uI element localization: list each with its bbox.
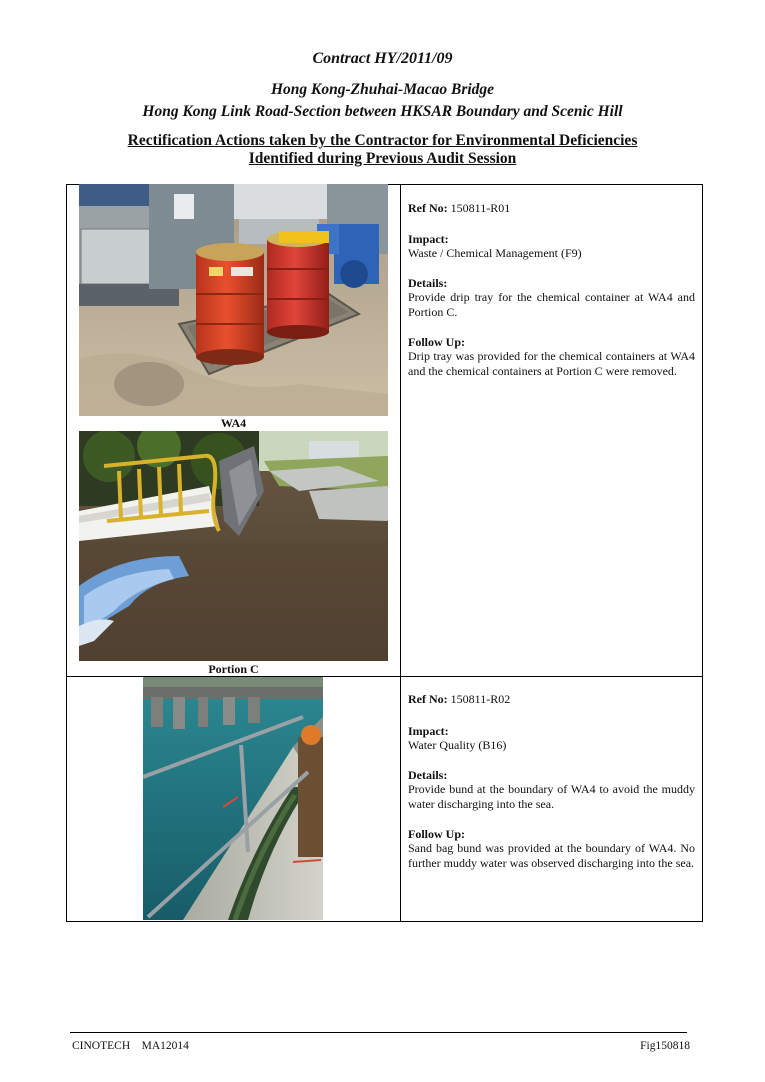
entry-2-text xyxy=(408,692,695,870)
table-column-divider xyxy=(400,184,401,921)
ref-label: Ref No: xyxy=(408,201,448,215)
document-title-line1: Rectification Actions taken by the Contractor for Environmental Deficiencies xyxy=(127,132,638,149)
project-title-line1: Hong Kong-Zhuhai-Macao Bridge xyxy=(270,81,495,98)
impact-value: Water Quality (B16) xyxy=(408,738,507,753)
followup-label: Follow Up: xyxy=(408,826,465,841)
project-title-line2: Hong Kong Link Road-Section between HKSAR Boundary and Scenic Hill xyxy=(142,103,623,120)
details-label: Details: xyxy=(408,275,448,290)
ref-line xyxy=(408,201,695,216)
followup-label: Follow Up: xyxy=(408,334,465,349)
site-ground-photo xyxy=(79,431,388,661)
contract-number: Contract HY/2011/09 xyxy=(312,50,453,67)
ref-number: 150811-R02 xyxy=(450,692,511,706)
ref-number: 150811-R01 xyxy=(450,201,511,215)
footer-document-ref: CINOTECH MA12014 xyxy=(72,1040,189,1052)
impact-label: Impact: xyxy=(408,231,449,246)
followup-value: Drip tray was provided for the chemical containers at WA4 and the chemical containers at Portion C were removed. xyxy=(408,349,695,378)
footer-figure-number: Fig150818 xyxy=(640,1040,690,1052)
impact-value: Waste / Chemical Management (F9) xyxy=(408,246,582,261)
details-label: Details: xyxy=(408,767,448,782)
sand-bag-bund-photo xyxy=(143,677,323,920)
drums-on-drip-tray-photo xyxy=(79,184,388,416)
entry-1-text xyxy=(408,201,695,378)
footer-rule xyxy=(70,1032,687,1033)
details-value: Provide bund at the boundary of WA4 to avoid the muddy water discharging into the sea. xyxy=(408,782,695,811)
ref-line xyxy=(408,692,695,707)
details-value: Provide drip tray for the chemical container at WA4 and Portion C. xyxy=(408,290,695,319)
impact-label: Impact: xyxy=(408,723,449,738)
photo-caption-portion-c: Portion C xyxy=(208,662,259,676)
document-title-line2: Identified during Previous Audit Session xyxy=(248,150,517,167)
followup-value: Sand bag bund was provided at the boundary of WA4. No further muddy water was observed discharging into the sea. xyxy=(408,841,695,870)
photo-caption-wa4: WA4 xyxy=(220,416,247,430)
ref-label: Ref No: xyxy=(408,692,448,706)
